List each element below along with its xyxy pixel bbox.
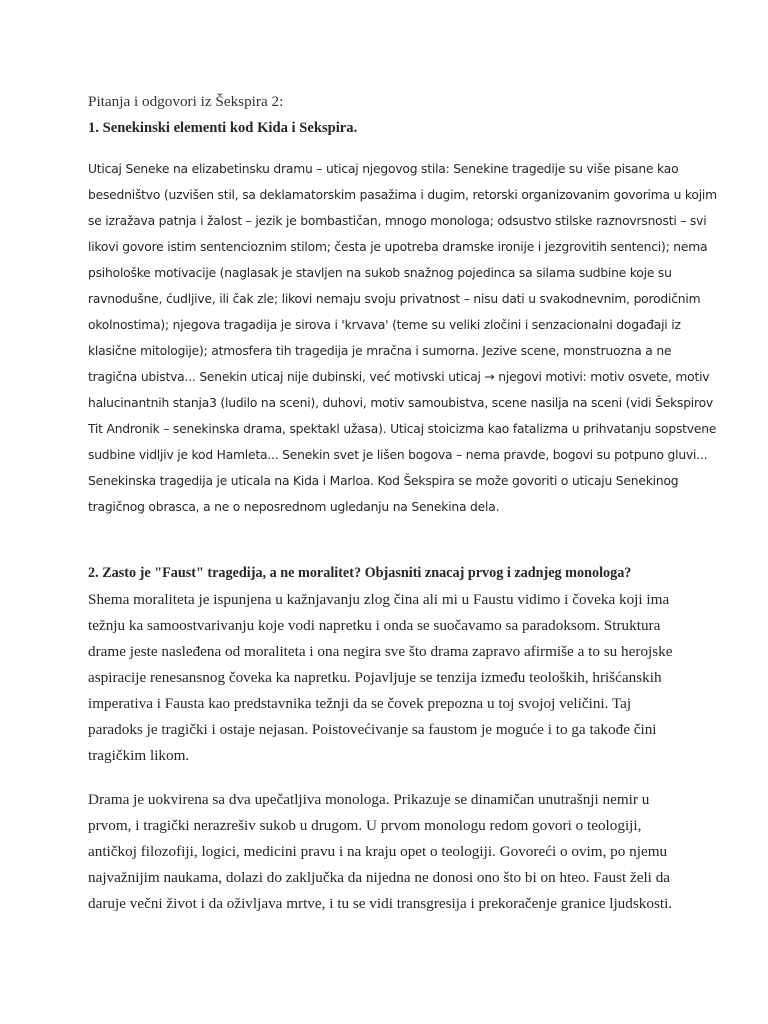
section-1-line: halucinantnih stanja3 (ludilo na sceni), duhovi, motiv samoubistva, scene nasilja na sceni (vidi Šekspirov — [88, 396, 714, 410]
section-2-heading: 2. Zasto je "Faust" tragedija, a ne moralitet? Objasniti znacaj prvog i zadnjeg monologa? — [88, 565, 632, 581]
section-1-line: klasične mitologije); atmosfera tih tragedija je mračna i sumorna. Jezive scene, monstruozna a ne — [88, 344, 672, 358]
section-1-line: Senekinska tragedija je uticala na Kida i Marloa. Kod Šekspira se može govoriti o uticaju Senekinog — [88, 474, 679, 488]
section-1-line: okolnostima); njegova tragadija je sirova i 'krvava' (teme su veliki zločini i senzacionalni događaji iz — [88, 318, 681, 332]
section-1-line: tragična ubistva... Senekin uticaj nije dubinski, već motivski uticaj → njegovi motivi: motiv osvete, motiv — [88, 370, 710, 384]
section-1-line: Tit Andronik – senekinska drama, spektakl užasa). Uticaj stoicizma kao fatalizma u prihvatanju sopstvene — [88, 422, 717, 436]
document-title: Pitanja i odgovori iz Šekspira 2: — [88, 93, 284, 110]
section-1-line: sudbine vidljiv je kod Hamleta... Senekin svet je lišen bogova – nema pravde, bogovi su potpuno gluvi... — [88, 448, 708, 462]
section-2-para-1-line: paradoks je tragički i ostaje nejasan. Poistovećivanje sa faustom je moguće i to ga takođe čini — [88, 721, 657, 738]
section-2-para-1-line: Shema moraliteta je ispunjena u kažnjavanju zlog čina ali mi u Faustu vidimo i čoveka koji ima — [88, 591, 670, 608]
section-2-para-2-line: antičkoj filozofiji, logici, medicini pravu i na kraju opet o teologiji. Govoreći o ovim, po njemu — [88, 843, 668, 860]
section-2-para-2-line: Drama je uokvirena sa dva upečatljiva monologa. Prikazuje se dinamičan unutrašnji nemir u — [88, 791, 650, 808]
section-2-para-1-line: težnju ka samoostvarivanju koje vodi napretku i onda se suočavamo sa paradoksom. Struktura — [88, 617, 661, 634]
section-2-para-1-line: tragičkim likom. — [88, 747, 190, 764]
section-2-para-1-line: aspiracije renesansnog čoveka ka napretku. Pojavljuje se tenzija između teoloških, hrišćanskih — [88, 669, 662, 686]
section-2-para-1-line: imperativa i Fausta kao predstavnika težnji da se čovek prepozna u toj svojoj veličini. Taj — [88, 695, 632, 712]
section-1-line: likovi govore istim sentencioznim stilom; česta je upotreba dramske ironije i jezgrovitih sentenci); nema — [88, 240, 708, 254]
section-1-line: tragičnog obrasca, a ne o neposrednom ugledanju na Senekina dela. — [88, 500, 500, 514]
section-2-para-2-line: najvažnijim naukama, dolazi do zaključka da nijedna ne donosi ono što bi on hteo. Faust želi da — [88, 869, 671, 886]
section-1-heading: 1. Senekinski elementi kod Kida i Sekspira. — [88, 120, 358, 136]
section-1-line: besedništvo (uzvišen stil, sa deklamatorskim pasažima i dugim, retorski organizovanim govorima u kojim — [88, 188, 717, 202]
section-1-line: psihološke motivacije (naglasak je stavljen na sukob snažnog pojedinca sa silama sudbine koje su — [88, 266, 672, 280]
section-1-line: ravnodušne, ćudljive, ili čak zle; likovi nemaju svoju privatnost – nisu dati u svakodnevnim, porodičnim — [88, 292, 701, 306]
section-1-line: se izražava patnja i žalost – jezik je bombastičan, mnogo monologa; odsustvo stilske raznovrsnosti – svi — [88, 214, 707, 228]
section-2-para-1-line: drame jeste nasleđena od moraliteta i ona negira sve što drama zapravo afirmiše a to su herojske — [88, 643, 673, 660]
section-2-para-2-line: daruje večni život i da oživljava mrtve, i tu se vidi transgresija i prekoračenje granice ljudskosti. — [88, 895, 673, 912]
section-2-para-2-line: prvom, i tragički nerazrešiv sukob u drugom. U prvom monologu redom govori o teologiji, — [88, 817, 642, 834]
section-1-line: Uticaj Seneke na elizabetinsku dramu – uticaj njegovog stila: Senekine tragedije su više pisane kao — [88, 162, 679, 176]
